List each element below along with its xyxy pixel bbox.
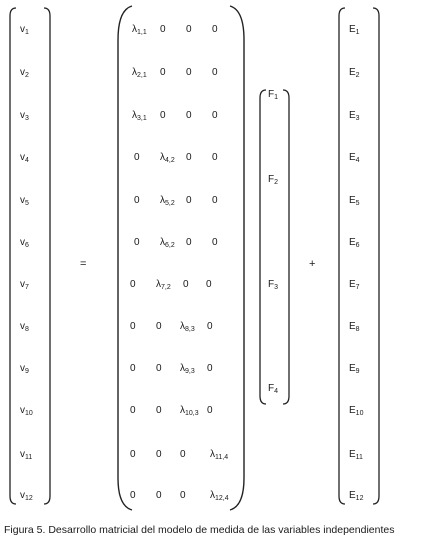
e-entry	[349, 405, 363, 417]
zero-entry	[183, 279, 189, 291]
zero-entry	[156, 490, 162, 502]
lambda-entry-index: 11,4	[215, 454, 229, 461]
e-entry-index: 9	[355, 368, 360, 375]
lambda-entry	[132, 110, 147, 122]
zero-entry	[207, 321, 213, 333]
zero-entry-symbol: 0	[180, 449, 186, 460]
zero-entry	[160, 67, 166, 79]
zero-entry-symbol: 0	[212, 195, 218, 206]
lambda-entry	[180, 363, 195, 375]
zero-entry-symbol: 0	[186, 67, 192, 78]
v-entry-index: 7	[25, 284, 29, 291]
zero-entry-symbol: 0	[130, 449, 136, 460]
v-entry-symbol: v	[20, 67, 25, 78]
zero-entry	[186, 195, 192, 207]
lambda-entry	[210, 449, 228, 461]
v-entry	[20, 24, 29, 36]
e-entry	[349, 24, 360, 36]
zero-entry-symbol: 0	[186, 152, 192, 163]
v-entry	[20, 449, 32, 461]
zero-entry	[130, 449, 136, 461]
lambda-entry	[132, 24, 147, 36]
zero-entry	[212, 152, 218, 164]
e-entry-symbol: E	[349, 279, 356, 290]
zero-entry	[156, 363, 162, 375]
lambda-entry	[156, 279, 171, 291]
zero-entry	[212, 67, 218, 79]
lambda-entry-index: 3,1	[137, 115, 147, 122]
zero-entry-symbol: 0	[212, 152, 218, 163]
e-entry-symbol: E	[349, 152, 356, 163]
zero-entry-symbol: 0	[212, 237, 218, 248]
v-entry-symbol: v	[20, 152, 25, 163]
zero-entry-symbol: 0	[212, 110, 218, 121]
figure-caption: Figura 5. Desarrollo matricial del modelo de medida de las variables independientes	[4, 524, 395, 536]
v-entry-index: 8	[25, 326, 29, 333]
lambda-entry-symbol: λ	[210, 449, 215, 460]
zero-entry-symbol: 0	[156, 490, 162, 501]
e-entry-symbol: E	[349, 24, 356, 35]
v-entry-index: 3	[25, 115, 29, 122]
e-entry-index: 1	[355, 29, 360, 36]
v-entry-index: 10	[25, 410, 33, 417]
zero-entry-symbol: 0	[212, 24, 218, 35]
zero-entry-symbol: 0	[186, 24, 192, 35]
zero-entry	[130, 490, 136, 502]
v-entry-index: 11	[25, 454, 33, 461]
f-entry-symbol: F	[268, 383, 275, 394]
zero-entry-symbol: 0	[130, 405, 136, 416]
f-entry	[268, 279, 278, 291]
f-entry	[268, 89, 278, 101]
e-entry	[349, 195, 360, 207]
lambda-entry-index: 6,2	[165, 242, 175, 249]
e-entry-index: 7	[355, 284, 360, 291]
equals-sign: =	[80, 258, 87, 270]
lambda-entry	[210, 490, 229, 502]
zero-entry	[212, 195, 218, 207]
v-entry-symbol: v	[20, 279, 25, 290]
zero-entry-symbol: 0	[160, 67, 166, 78]
f-entry-index: 1	[274, 94, 279, 101]
f-entry	[268, 174, 278, 186]
e-entry-index: 8	[355, 326, 360, 333]
e-entry-index: 4	[355, 157, 360, 164]
lambda-entry-symbol: λ	[156, 279, 161, 290]
zero-entry-symbol: 0	[180, 490, 186, 501]
lambda-entry-index: 2,1	[137, 72, 147, 79]
zero-entry-symbol: 0	[212, 67, 218, 78]
zero-entry	[180, 449, 186, 461]
lambda-entry-index: 8,3	[185, 326, 195, 333]
zero-entry	[160, 110, 166, 122]
lambda-entry-symbol: λ	[132, 110, 137, 121]
e-entry	[349, 321, 360, 333]
lambda-entry	[160, 195, 175, 207]
zero-entry-symbol: 0	[186, 237, 192, 248]
zero-entry-symbol: 0	[160, 110, 166, 121]
lambda-entry	[160, 237, 175, 249]
zero-entry	[134, 152, 140, 164]
f-entry-index: 2	[274, 179, 279, 186]
plus-sign: +	[309, 258, 316, 270]
zero-entry-symbol: 0	[183, 279, 189, 290]
zero-entry-symbol: 0	[156, 363, 162, 374]
lambda-entry-symbol: λ	[180, 405, 185, 416]
lambda-entry	[180, 405, 199, 417]
zero-entry	[186, 24, 192, 36]
zero-entry-symbol: 0	[207, 363, 213, 374]
e-entry-symbol: E	[349, 490, 356, 501]
zero-entry	[206, 279, 212, 291]
zero-entry	[130, 321, 136, 333]
v-entry-symbol: v	[20, 449, 25, 460]
e-entry-index: 5	[355, 200, 360, 207]
e-entry	[349, 363, 360, 375]
zero-entry	[186, 67, 192, 79]
lambda-entry-index: 10,3	[185, 410, 199, 417]
e-entry-symbol: E	[349, 237, 356, 248]
v-entry	[20, 152, 29, 164]
zero-entry-symbol: 0	[207, 321, 213, 332]
zero-entry	[130, 279, 136, 291]
v-entry-symbol: v	[20, 195, 25, 206]
e-entry-symbol: E	[349, 110, 356, 121]
e-entry-index: 3	[355, 115, 360, 122]
lambda-entry-index: 7,2	[161, 284, 171, 291]
zero-entry	[160, 24, 166, 36]
e-entry-index: 2	[355, 72, 360, 79]
zero-entry-symbol: 0	[207, 405, 213, 416]
zero-entry	[186, 237, 192, 249]
zero-entry	[212, 110, 218, 122]
e-entry-symbol: E	[349, 405, 356, 416]
e-entry	[349, 490, 363, 502]
zero-entry-symbol: 0	[130, 321, 136, 332]
zero-entry	[207, 363, 213, 375]
zero-entry-symbol: 0	[156, 405, 162, 416]
zero-entry-symbol: 0	[134, 152, 140, 163]
zero-entry	[134, 237, 140, 249]
v-entry-index: 5	[25, 200, 29, 207]
zero-entry-symbol: 0	[130, 279, 136, 290]
v-entry-symbol: v	[20, 363, 25, 374]
v-entry-index: 9	[25, 368, 29, 375]
e-entry-symbol: E	[349, 363, 356, 374]
lambda-entry-symbol: λ	[210, 490, 215, 501]
zero-entry-symbol: 0	[134, 237, 140, 248]
zero-entry-symbol: 0	[206, 279, 212, 290]
v-entry	[20, 490, 33, 502]
v-entry	[20, 237, 29, 249]
zero-entry	[130, 405, 136, 417]
v-entry-symbol: v	[20, 110, 25, 121]
v-entry-index: 4	[25, 157, 29, 164]
lambda-entry-index: 1,1	[137, 29, 147, 36]
zero-entry-symbol: 0	[160, 24, 166, 35]
lambda-entry	[180, 321, 195, 333]
e-entry-symbol: E	[349, 321, 356, 332]
v-entry-index: 1	[25, 29, 29, 36]
f-entry-index: 3	[274, 284, 279, 291]
v-entry-symbol: v	[20, 405, 25, 416]
e-entry-index: 10	[355, 410, 364, 417]
zero-entry	[156, 405, 162, 417]
e-entry-symbol: E	[349, 67, 356, 78]
lambda-entry-index: 5,2	[165, 200, 175, 207]
lambda-entry-index: 12,4	[215, 495, 229, 502]
lambda-entry	[132, 67, 147, 79]
zero-entry-symbol: 0	[186, 195, 192, 206]
lambda-entry-symbol: λ	[160, 152, 165, 163]
v-entry	[20, 279, 29, 291]
e-entry-index: 6	[355, 242, 360, 249]
f-entry-symbol: F	[268, 279, 275, 290]
lambda-entry-symbol: λ	[160, 195, 165, 206]
zero-entry	[180, 490, 186, 502]
v-entry-index: 12	[25, 495, 33, 502]
zero-entry	[207, 405, 213, 417]
v-entry-symbol: v	[20, 237, 25, 248]
lambda-entry-symbol: λ	[180, 363, 185, 374]
zero-entry	[134, 195, 140, 207]
zero-entry	[130, 363, 136, 375]
e-entry-symbol: E	[349, 195, 356, 206]
lambda-entry-symbol: λ	[160, 237, 165, 248]
v-entry-index: 2	[25, 72, 29, 79]
e-entry	[349, 237, 360, 249]
f-entry-index: 4	[274, 388, 279, 395]
e-entry-index: 11	[355, 454, 363, 461]
e-entry	[349, 449, 363, 461]
e-entry	[349, 152, 360, 164]
zero-entry	[156, 449, 162, 461]
lambda-entry-symbol: λ	[180, 321, 185, 332]
zero-entry	[156, 321, 162, 333]
f-entry-symbol: F	[268, 89, 275, 100]
v-entry	[20, 363, 29, 375]
lambda-entry-symbol: λ	[132, 67, 137, 78]
e-entry	[349, 110, 360, 122]
v-entry	[20, 405, 33, 417]
v-entry	[20, 110, 29, 122]
zero-entry-symbol: 0	[186, 110, 192, 121]
zero-entry	[186, 152, 192, 164]
zero-entry	[186, 110, 192, 122]
lambda-entry-index: 9,3	[185, 368, 195, 375]
zero-entry-symbol: 0	[156, 321, 162, 332]
f-entry-symbol: F	[268, 174, 275, 185]
zero-entry-symbol: 0	[130, 490, 136, 501]
v-entry	[20, 67, 29, 79]
zero-entry-symbol: 0	[130, 363, 136, 374]
lambda-entry-symbol: λ	[132, 24, 137, 35]
lambda-entry	[160, 152, 175, 164]
v-entry-symbol: v	[20, 490, 25, 501]
zero-entry	[212, 24, 218, 36]
e-entry-index: 12	[355, 495, 364, 502]
e-entry	[349, 67, 360, 79]
v-entry	[20, 195, 29, 207]
zero-entry-symbol: 0	[134, 195, 140, 206]
f-entry	[268, 383, 278, 395]
e-entry-symbol: E	[349, 449, 356, 460]
zero-entry	[212, 237, 218, 249]
v-entry-index: 6	[25, 242, 29, 249]
v-entry-symbol: v	[20, 321, 25, 332]
v-entry-symbol: v	[20, 24, 25, 35]
lambda-entry-index: 4,2	[165, 157, 175, 164]
zero-entry-symbol: 0	[156, 449, 162, 460]
e-entry	[349, 279, 360, 291]
v-entry	[20, 321, 29, 333]
